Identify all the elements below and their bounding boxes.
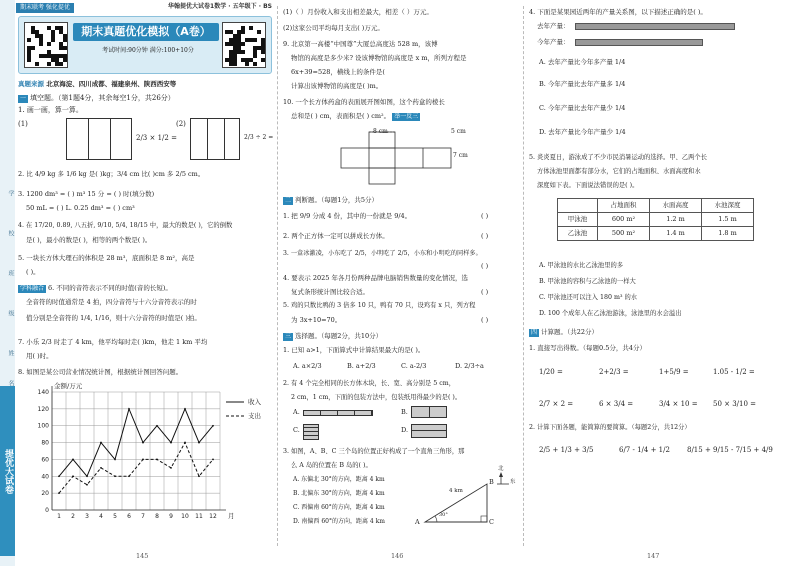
question-text: 50 mL = ( ) L. 0.25 dm³ = ( ) cm³ [26, 204, 135, 212]
exam-title: 期末真题优化模拟（A卷） [73, 23, 219, 41]
choice-option: B. 甲泳池的容积与乙泳池的一样大 [539, 278, 636, 285]
question-text: 2. 比 4/9 kg 多 1/6 kg 是( )kg；3/4 cm 比( )cm 多 2/5 cm。 [18, 170, 205, 178]
page-number: 145 [136, 551, 149, 560]
choice-option: C. 今年产量比去年产量少 1/4 [539, 104, 626, 112]
package-d-icon [411, 424, 447, 438]
choice-option: B. 今年产量比去年产量多 1/4 [539, 80, 626, 88]
bar-label: 去年产量： [537, 22, 570, 30]
question-text: 7. 小乐 2/3 时走了 4 km，他平均每时走( )km，他走 1 km 平均 [18, 338, 208, 346]
choice-option: A. 东偏北 30°的方向，距离 4 km [293, 476, 385, 483]
page-header [16, 3, 274, 13]
x-tick-label: 11 [195, 513, 203, 520]
choice-option: C. 西偏南 60°的方向，距离 4 km [293, 504, 385, 511]
choice-option: D. 去年产量比今年产量少 1/4 [539, 128, 626, 136]
y-tick-label: 20 [41, 490, 49, 498]
question-text: 1. 直接写出得数。（每题0.5分，共4分） [529, 344, 646, 352]
x-tick-label: 12 [209, 513, 217, 520]
question-text: 1. 画一画，算一算。 [18, 106, 83, 114]
y-tick-label: 80 [41, 439, 49, 447]
page-number: 146 [391, 551, 404, 560]
section-title: 三 选择题。（每题2分，共10分） [285, 332, 383, 340]
choice-question: 1. 已知 a>1，下面算式中计算结果最大的是( )。 [283, 346, 425, 354]
y-axis-label: 金额/万元 [54, 382, 83, 390]
question-text: 是( )，最小的数是( )，相等的两个数是( )。 [26, 236, 152, 244]
data-point [128, 475, 130, 477]
choice-option: D. 2/3÷a [455, 362, 484, 370]
y-tick-label: 40 [41, 473, 49, 481]
answer-paren: ( ) [481, 316, 489, 324]
judge-question: 5. 鸡的只数比鸭的 3 倍多 10 只，鸭有 70 只，设鸡有 x 只，列方程 [283, 302, 476, 309]
side-mark: 班 [7, 270, 14, 276]
qr-code-icon [24, 22, 68, 68]
y-tick-label: 120 [37, 405, 49, 413]
column-left [16, 0, 274, 566]
choice-option: C. [293, 426, 300, 434]
map-label-a: A [415, 518, 420, 526]
x-tick-label: 5 [113, 513, 117, 520]
map-angle: 30° [439, 512, 448, 518]
choice-option: D. [401, 426, 409, 434]
x-tick-label: 1 [57, 513, 61, 520]
data-point [198, 442, 200, 444]
data-point [212, 425, 214, 427]
package-c-icon [303, 424, 319, 440]
data-point [72, 475, 74, 477]
side-mark: 学 [7, 190, 14, 196]
question-text: ( )。 [26, 268, 40, 276]
judge-question: 复式条形统计图比较合适。 [291, 288, 369, 296]
island-map [417, 470, 513, 530]
question-expr: 2/3 × 1/2 = [136, 134, 177, 142]
this-year-bar [575, 39, 703, 46]
net-label: 8 cm [373, 128, 388, 135]
answer-paren: ( ) [481, 262, 489, 270]
data-point [58, 492, 60, 494]
net-label: 5 cm [451, 128, 466, 135]
subject-tag: 学科融合 [20, 285, 45, 292]
drawing-rect [190, 118, 240, 160]
choice-option: A. 去年产量比今年多产量 1/4 [539, 58, 626, 66]
choice-question: 么 A 岛的位置在 B 岛的( )。 [291, 462, 372, 469]
choice-option: B. [401, 408, 408, 416]
question-text: 3. 1200 dm³ = ( ) m³ 15 分 = ( ) 时(填分数) [18, 190, 155, 198]
data-point [86, 484, 88, 486]
x-tick-label: 4 [99, 513, 103, 520]
source-text: 北京海淀、四川成都、福建泉州、陕西西安等 [46, 80, 177, 88]
x-tick-label: 7 [141, 513, 145, 520]
choice-question: 2 cm，1 cm，下面的包装方法中，包装纸用得最少的是( )。 [291, 394, 462, 401]
data-point [128, 408, 130, 410]
choice-question: 2. 有 4 个完全相同的长方体木块，长、宽、高分别是 5 cm， [283, 380, 456, 387]
side-mark: 姓 [7, 350, 14, 356]
data-point [100, 467, 102, 469]
brand-strip: 提优大试卷 [0, 386, 15, 556]
data-point [72, 459, 74, 461]
header-tag: 期末联考 强化提优 [16, 3, 74, 13]
line-chart [24, 380, 268, 530]
source-label: 真题来源 [18, 80, 44, 88]
calc-item: 50 × 3/10 = [713, 400, 757, 408]
question-text: 10. 一个长方体药盒的表面展开图如图，这个药盒的棱长 [283, 98, 445, 106]
x-tick-label: 9 [169, 513, 173, 520]
question-text: 6x+39=528，横线上的条件是( [291, 68, 385, 76]
x-tick-label: 6 [127, 513, 131, 520]
data-point [142, 442, 144, 444]
table-row: 甲泳池 600 m² 1.2 m 1.5 m [558, 213, 754, 227]
data-point [212, 459, 214, 461]
data-point [114, 459, 116, 461]
table-row: 乙泳池 500 m² 1.4 m 1.8 m [558, 227, 754, 241]
title-banner [18, 16, 272, 74]
choice-question: 深度如下表。下面说法错误的是( )。 [537, 182, 639, 189]
column-right [527, 0, 789, 566]
choice-question: 4. 下面是某果园近两年的产量关系图，以下描述正确的是( )。 [529, 8, 707, 16]
data-point [156, 425, 158, 427]
question-text: 全音符的时值通常是 4 拍，四分音符与十六分音符表示的时 [26, 298, 197, 306]
bar-label: 今年产量： [537, 38, 570, 46]
data-point [86, 475, 88, 477]
calc-item: 1+5/9 = [659, 368, 689, 376]
data-point [184, 442, 186, 444]
question-expr: 2/3 ÷ 2 = [244, 134, 274, 141]
data-point [170, 467, 172, 469]
question-text: (2) [176, 120, 186, 128]
last-year-bar [575, 23, 735, 30]
question-text: (2)这家公司平均每月支出( )万元。 [283, 24, 384, 32]
book-info: 华翰提优大试卷1数学 · 五年级下 · BS [168, 3, 272, 10]
section-title: 四 计算题。（共22分） [531, 328, 599, 336]
calc-item: 2+2/3 = [599, 368, 629, 376]
judge-question: 为 3x+10=70。 [291, 316, 342, 324]
calc-item: 6 × 3/4 = [599, 400, 634, 408]
question-text: 2. 计算下面各题，能简算的要简算。（每题2分，共12分） [529, 424, 691, 431]
y-tick-label: 0 [45, 507, 49, 514]
judge-question: 1. 把 9/9 分成 4 份，其中的一份就是 9/4。 [283, 212, 412, 220]
pool-table [557, 198, 754, 241]
column-divider [523, 6, 524, 546]
choice-question: 5. 炎炎夏日，游泳成了不少市民消暑运动的选择。甲、乙两个长 [529, 154, 708, 161]
judge-question: 2. 两个正方体一定可以拼成长方体。 [283, 232, 389, 240]
column-middle [281, 0, 519, 566]
question-text: 用( )时。 [26, 352, 53, 360]
question-text: 5. 一块长方体大理石的体积是 28 m³，底面积是 8 m²，高是 [18, 254, 195, 262]
map-label-c: C [489, 518, 494, 526]
question-text: (1)（ ）月份收入和支出相差最大，相差（ ）万元。 [283, 8, 433, 16]
map-north: 北 [498, 466, 504, 472]
legend-label: 支出 [248, 412, 261, 420]
choice-option: B. a+2/3 [347, 362, 376, 370]
choice-question: 方体泳池里面都有部分水，它们的占地面积、水面高度和水 [537, 168, 701, 175]
calc-item: 6/7 - 1/4 + 1/2 [619, 446, 670, 454]
package-b-icon [411, 406, 447, 418]
calc-item: 2/5 + 1/3 + 3/5 [539, 446, 594, 454]
section-title: 二 判断题。（每题1分，共5分） [285, 196, 379, 204]
data-point [156, 459, 158, 461]
choice-question: 3. 如图，A、B、C 三个岛的位置正好构成了一个直角三角形，那 [283, 448, 465, 455]
calc-item: 1/20 = [539, 368, 563, 376]
calc-item: 1.05 - 1/2 = [713, 368, 755, 376]
x-tick-label: 8 [155, 513, 159, 520]
question-text: (1) [18, 120, 28, 128]
legend-label: 收入 [248, 398, 261, 406]
x-tick-label: 3 [85, 513, 89, 520]
table-header-row: 占地面积 水面高度 水池深度 [558, 199, 754, 213]
net-label: 7 cm [453, 152, 468, 159]
x-axis-label: 月 [228, 512, 235, 520]
drawing-rect [66, 118, 132, 160]
qr-code-icon [222, 22, 266, 68]
answer-paren: ( ) [481, 232, 489, 240]
choice-option: A. [293, 408, 300, 416]
map-distance: 4 km [449, 488, 463, 494]
question-text: 物馆的高度是多少米? 设该博物馆的高度是 x m，所列方程是 [291, 54, 467, 62]
judge-question: 4. 要表示 2025 年各月份两种品牌电脑销售数量的变化情况，选 [283, 274, 468, 282]
page-number: 147 [647, 551, 660, 560]
side-mark: 名 [7, 380, 14, 386]
y-tick-label: 60 [41, 456, 49, 464]
calc-item: 2/7 × 2 = [539, 400, 574, 408]
question-text: 8. 如图是某公司营业情况统计图，根据统计图回答问题。 [18, 368, 183, 376]
question-text: 4. 在 17/20, 0.89, 八五折, 9/10, 5/4, 18/15 中，最大的数是( )，它的倒数 [18, 222, 233, 229]
answer-paren: ( ) [481, 288, 489, 296]
choice-option: A. 甲泳池的水比乙泳池里的多 [539, 262, 624, 269]
question-text: 值分别是全音符的 1/4, 1/16，则十六分音符的时值是( )拍。 [26, 314, 201, 322]
exam-info: 考试时间:90分钟 满分:100+10分 [102, 47, 194, 54]
choice-option: A. a×2/3 [293, 362, 322, 370]
question-text: 9. 北京第一高楼“中国尊”大厦总高度达 528 m，该博 [283, 40, 438, 48]
data-point [142, 459, 144, 461]
side-mark: 校 [7, 230, 14, 236]
practice-tag: 举一反三 [394, 113, 419, 120]
x-tick-label: 2 [71, 513, 75, 520]
question-text: 总和是( ) cm，表面积是( ) cm²。 举一反三 [291, 112, 419, 120]
package-a-icon [303, 410, 373, 416]
data-point [100, 442, 102, 444]
map-label-b: B [489, 478, 494, 486]
data-point [198, 475, 200, 477]
data-point [170, 442, 172, 444]
calc-item: 3/4 × 10 = [659, 400, 698, 408]
x-tick-label: 10 [181, 513, 189, 520]
choice-option: C. a-2/3 [401, 362, 427, 370]
choice-option: C. 甲泳池还可以注入 180 m³ 的水 [539, 294, 638, 301]
map-east: 东 [510, 479, 516, 485]
choice-option: D. 南偏西 60°的方向，距离 4 km [293, 518, 385, 525]
question-text: 计算出该博物馆的高度是( )m。 [291, 82, 383, 90]
source-line [18, 80, 272, 88]
answer-paren: ( ) [481, 212, 489, 220]
choice-option: B. 北偏东 30°的方向，距离 4 km [293, 490, 385, 497]
calc-item: 8/15 + 9/15 - 7/15 + 4/9 [687, 446, 773, 454]
data-point [184, 408, 186, 410]
choice-option: D. 100 个成年人在乙泳池游泳，泳池里的水会溢出 [539, 310, 682, 317]
judge-question: 3. 一盒冰激凌，小东吃了 2/5，小明吃了 2/5，小东和小明吃的同样多。 [283, 250, 482, 257]
y-tick-label: 140 [37, 389, 49, 396]
question-text: 学科融合 6. 不同的音符表示不同的时值(音的长短)。 [20, 284, 172, 292]
section-title: 一 填空题。（第1题4分，其余每空1分，共26分） [20, 94, 175, 102]
side-mark: 级 [7, 310, 14, 316]
y-tick-label: 100 [37, 422, 49, 430]
data-point [114, 475, 116, 477]
column-divider [277, 6, 278, 546]
data-point [58, 475, 60, 477]
